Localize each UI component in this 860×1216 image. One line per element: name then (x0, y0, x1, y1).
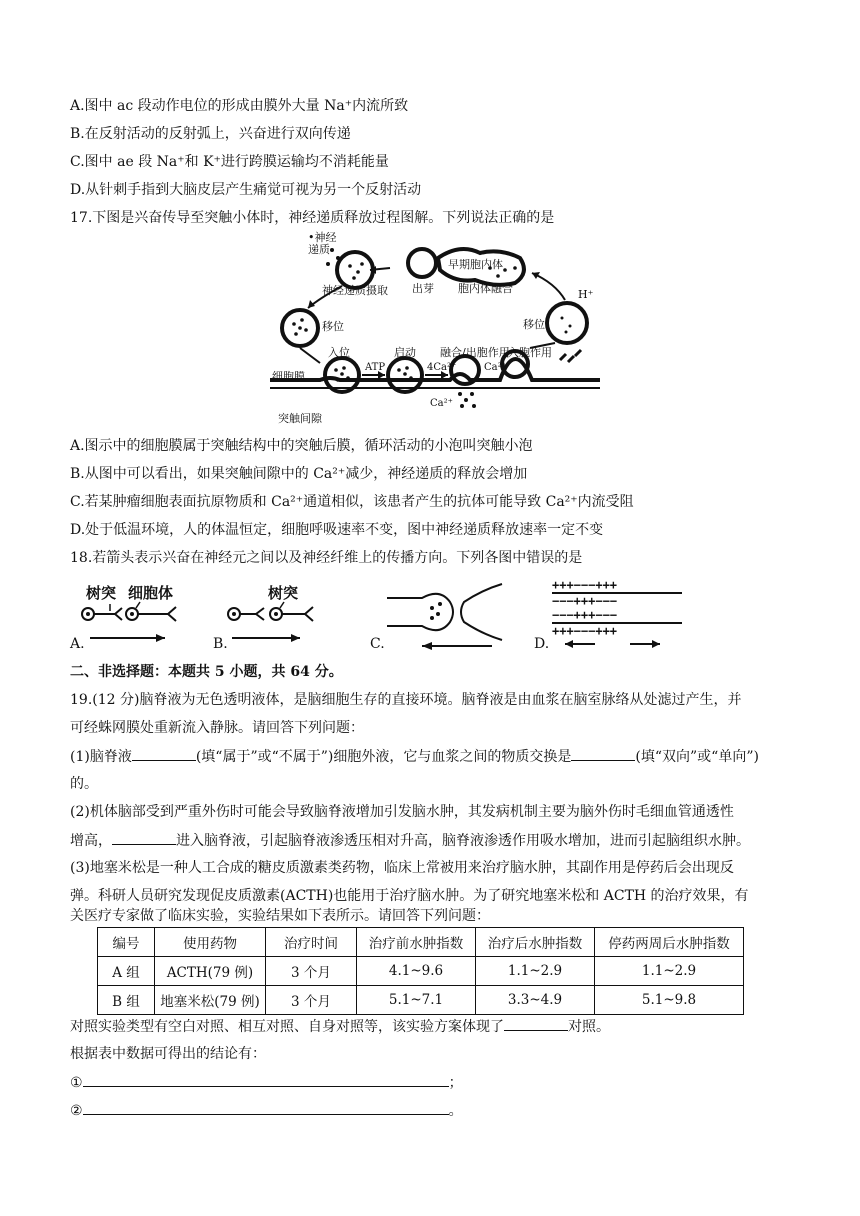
synaptic-vesicle-cycle-figure (270, 228, 600, 428)
answer-blank-2[interactable] (571, 746, 635, 761)
fig-d-diagram (552, 578, 682, 638)
q16-option-c: C.图中 ae 段 Na⁺和 K⁺进行跨膜运输均不消耗能量 (70, 154, 389, 170)
table-cell: A 组 (98, 957, 155, 986)
table-cell: 地塞米松(79 例) (155, 986, 266, 1015)
label-move-right: 移位 (523, 318, 545, 331)
fig-d-letter: D. (534, 636, 550, 652)
fig-d-charges-3: −−−+++−−− (552, 608, 618, 622)
q19-p2-b: 增高， (70, 833, 112, 849)
label-budding: 出芽 (412, 282, 434, 295)
fig-c-letter: C. (370, 636, 385, 652)
fig-a-diagram (70, 600, 200, 650)
label-dock: 入位 (328, 346, 350, 359)
q19-intro-1: 19.(12 分)脑脊液为无色透明液体，是脑细胞生存的直接环境。脑脊液是由血浆在脑室脉络从处滤过产生，并 (70, 692, 742, 708)
label-atp: ATP (365, 362, 386, 373)
table-row (98, 986, 744, 1015)
table-header-row (98, 928, 744, 957)
q19-p2-c: 进入脑脊液，引起脑脊液渗透压相对升高，脑脊液渗透作用吸水增加，进而引起脑组织水肿。 (176, 833, 750, 849)
answer-blank-3[interactable] (112, 830, 176, 845)
q17-option-d: D.处于低温环境，人的体温恒定，细胞呼吸速率不变，图中神经递质释放速率一定不变 (70, 522, 604, 538)
table-cell: B 组 (98, 986, 155, 1015)
label-fusion: 融合/出胞作用 (440, 346, 510, 359)
q19-intro-2: 可经蛛网膜处重新流入静脉。请回答下列问题： (70, 720, 364, 736)
q19-part2-line2 (70, 830, 750, 851)
label-hplus: H⁺ (578, 288, 594, 301)
answer-blank-5[interactable] (83, 1072, 449, 1087)
q19-after-table (70, 1016, 610, 1037)
table-header-cell: 编号 (98, 928, 155, 957)
q19-after-a: 对照实验类型有空白对照、相互对照、自身对照等，该实验方案体现了 (70, 1019, 504, 1035)
q19-p1-a: (1)脑脊液 (70, 749, 132, 765)
q19-p1-b: (填“属于”或“不属于”)细胞外液，它与血浆之间的物质交换是 (195, 749, 572, 765)
q19-p3-c: 关医疗专家做了临床实验，实验结果如下表所示。请回答下列问题： (70, 908, 490, 924)
label-early-endosome: 早期胞内体 (448, 258, 503, 271)
table-header-cell: 停药两周后水肿指数 (595, 928, 744, 957)
conclusion-1-mark: ① (70, 1075, 83, 1091)
fig-a-letter: A. (70, 636, 85, 652)
label-endocytosis: 入胞作用 (508, 346, 552, 359)
answer-blank-6[interactable] (83, 1100, 449, 1115)
table-cell: 4.1~9.6 (357, 957, 476, 986)
label-ca-a: Ca²⁺ (484, 362, 507, 373)
table-cell: 5.1~7.1 (357, 986, 476, 1015)
table-cell: 5.1~9.8 (595, 986, 744, 1015)
label-ca4: 4Ca²⁺ (427, 362, 457, 373)
answer-blank-4[interactable] (504, 1016, 568, 1031)
q17-option-a: A.图示中的细胞膜属于突触结构中的突触后膜，循环活动的小泡叫突触小泡 (70, 438, 533, 454)
q19-p1-d: 的。 (70, 776, 98, 792)
fig-a-dendrite-label: 树突 (86, 584, 117, 602)
table-row (98, 957, 744, 986)
results-table (97, 927, 744, 1015)
q17-option-b: B.从图中可以看出，如果突触间隙中的 Ca²⁺减少，神经递质的释放会增加 (70, 466, 528, 482)
fig-d-charges-1: +++−−−+++ (552, 578, 618, 592)
label-move-left: 移位 (322, 320, 344, 333)
label-endosome-fusion: 胞内体融合 (458, 282, 513, 295)
q19-part1 (70, 746, 759, 767)
fig-a-cellbody-label: 细胞体 (128, 584, 174, 602)
label-ca-b: Ca²⁺ (430, 398, 453, 409)
table-cell: 3 个月 (266, 957, 357, 986)
label-uptake: 神经递质摄取 (322, 284, 388, 297)
q16-option-d: D.从针刺手指到大脑皮层产生痛觉可视为另一个反射活动 (70, 182, 422, 198)
label-cleft: 突触间隙 (278, 412, 322, 425)
section2-heading: 二、非选择题：本题共 5 小题，共 64 分。 (70, 664, 343, 680)
answer-blank-1[interactable] (132, 746, 196, 761)
table-cell: ACTH(79 例) (155, 957, 266, 986)
fig-d-arrows (560, 636, 680, 652)
fig-c-diagram (382, 580, 512, 650)
q19-conclusion-2 (70, 1100, 463, 1121)
q19-p3-b: 弹。科研人员研究发现促皮质激素(ACTH)也能用于治疗脑水肿。为了研究地塞米松和 ACTH 的治疗效果，有 (70, 888, 749, 904)
table-header-cell: 治疗前水肿指数 (357, 928, 476, 957)
table-header-cell: 使用药物 (155, 928, 266, 957)
table-header-cell: 治疗时间 (266, 928, 357, 957)
q17-stem: 17.下图是兴奋传导至突触小体时，神经递质释放过程图解。下列说法正确的是 (70, 210, 555, 226)
fig-b-letter: B. (213, 636, 228, 652)
q19-p3-a: (3)地塞米松是一种人工合成的糖皮质激素类药物，临床上常被用来治疗脑水肿，其副作用是停药后会出现反 (70, 860, 734, 876)
q18-figures (70, 578, 830, 654)
label-neurotransmitter: •神经递质 (308, 231, 337, 256)
fig-b-dendrite-label: 树突 (268, 584, 299, 602)
label-membrane: 细胞膜 (272, 370, 305, 383)
table-cell: 1.1~2.9 (476, 957, 595, 986)
q16-option-a: A.图中 ac 段动作电位的形成由膜外大量 Na⁺内流所致 (70, 98, 409, 114)
table-cell: 3.3~4.9 (476, 986, 595, 1015)
table-cell: 3 个月 (266, 986, 357, 1015)
q19-conclusion-1 (70, 1072, 463, 1093)
q19-after-b: 对照。 (568, 1019, 610, 1035)
conclusion-2-mark: ② (70, 1103, 83, 1119)
conclusion-1-end: ； (448, 1075, 463, 1091)
q19-p1-c: (填“双向”或“单向”) (635, 749, 759, 765)
q19-conclusion-intro: 根据表中数据可得出的结论有： (70, 1046, 266, 1062)
fig-d-charges-4: +++−−−+++ (552, 624, 618, 638)
fig-d-charges-2: −−−+++−−− (552, 594, 618, 608)
conclusion-2-end: 。 (448, 1103, 463, 1119)
fig-b-diagram (220, 600, 350, 650)
q17-option-c: C.若某肿瘤细胞表面抗原物质和 Ca²⁺通道相似，该患者产生的抗体可能导致 Ca²⁺内流受阻 (70, 494, 634, 510)
table-header-cell: 治疗后水肿指数 (476, 928, 595, 957)
label-prime: 启动 (394, 346, 416, 359)
q18-stem: 18.若箭头表示兴奋在神经元之间以及神经纤维上的传播方向。下列各图中错误的是 (70, 550, 583, 566)
table-cell: 1.1~2.9 (595, 957, 744, 986)
q16-option-b: B.在反射活动的反射弧上，兴奋进行双向传递 (70, 126, 351, 142)
q19-p2-a: (2)机体脑部受到严重外伤时可能会导致脑脊液增加引发脑水肿，其发病机制主要为脑外伤时毛细血管通透性 (70, 804, 734, 820)
